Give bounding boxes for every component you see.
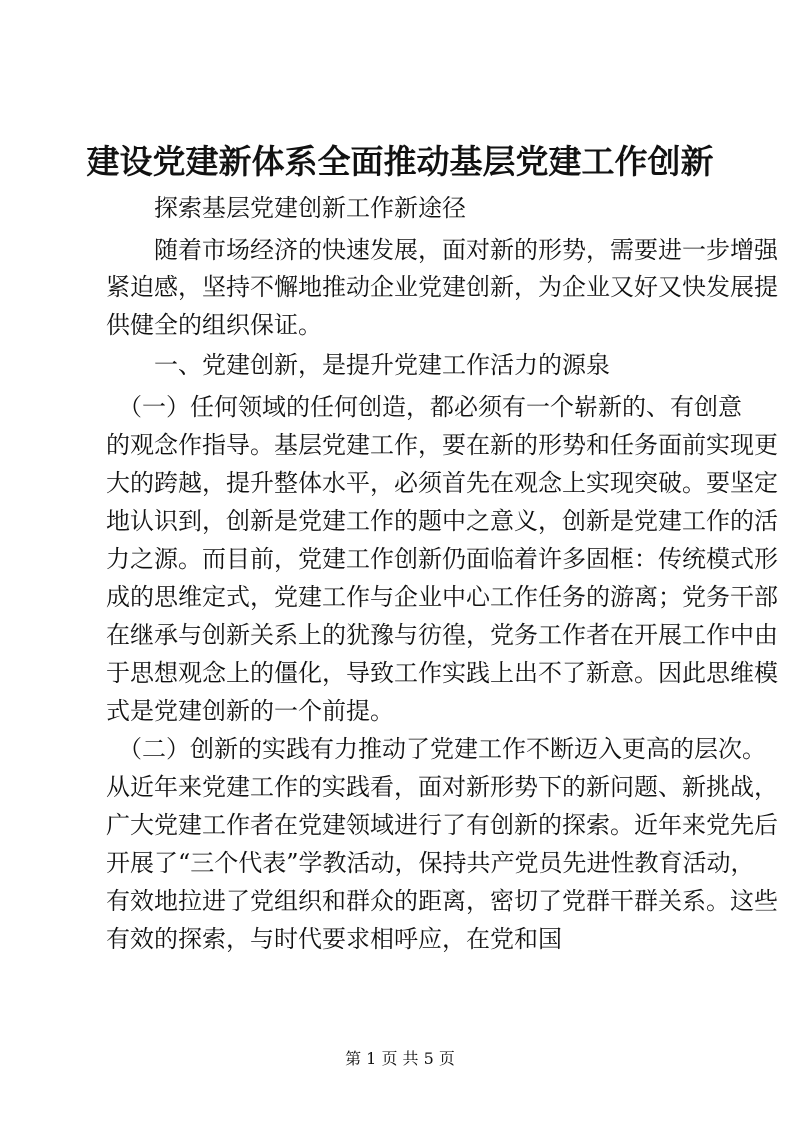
paragraph-line: 在继承与创新关系上的犹豫与彷徨，党务工作者在开展工作中由 [106,621,778,649]
section-heading: 一、党建创新，是提升党建工作活力的源泉 [106,351,610,379]
paragraph-line: 从近年来党建工作的实践看，面对新形势下的新问题、新挑战， [106,773,778,801]
paragraph-line: 有效地拉进了党组织和群众的距离，密切了党群干群关系。这些 [106,887,778,915]
paragraph-line: 成的思维定式，党建工作与企业中心工作任务的游离；党务干部 [106,583,778,611]
paragraph-line: 大的跨越，提升整体水平，必须首先在观念上实现突破。要坚定 [106,469,778,497]
page-number-footer: 第 1 页 共 5 页 [345,1049,455,1068]
paragraph-line: 供健全的组织保证。 [106,311,322,339]
paragraph-line: （一）任何领域的任何创造，都必须有一个崭新的、有创意 [106,393,742,421]
paragraph-line: （二）创新的实践有力推动了党建工作不断迈入更高的层次。 [106,735,766,763]
paragraph-line: 式是党建创新的一个前提。 [106,697,394,725]
paragraph-line: 力之源。而目前，党建工作创新仍面临着许多固框：传统模式形 [106,545,778,573]
paragraph-line: 开展了“三个代表”学教活动，保持共产党员先进性教育活动， [106,849,755,877]
paragraph-line: 地认识到，创新是党建工作的题中之意义，创新是党建工作的活 [106,507,778,535]
paragraph-line: 有效的探索，与时代要求相呼应，在党和国 [106,925,562,953]
document-title: 建设党建新体系全面推动基层党建工作创新 [86,142,714,181]
paragraph-line: 随着市场经济的快速发展，面对新的形势，需要进一步增强 [106,236,778,264]
paragraph-line: 于思想观念上的僵化，导致工作实践上出不了新意。因此思维模 [106,659,778,687]
paragraph-line: 的观念作指导。基层党建工作，要在新的形势和任务面前实现更 [106,431,778,459]
paragraph-line: 广大党建工作者在党建领域进行了有创新的探索。近年来党先后 [106,811,778,839]
paragraph-line: 探索基层党建创新工作新途径 [106,194,466,222]
paragraph-line: 紧迫感，坚持不懈地推动企业党建创新，为企业又好又快发展提 [106,273,778,301]
